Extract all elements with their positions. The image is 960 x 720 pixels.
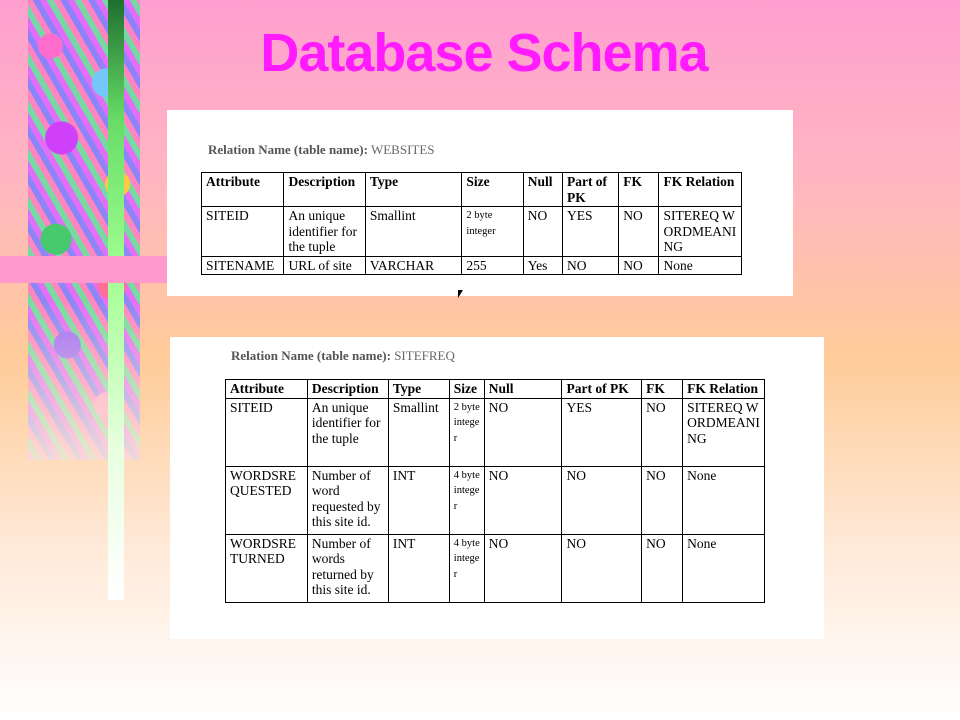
cell-attribute: SITENAME bbox=[202, 256, 284, 275]
slide-title: Database Schema bbox=[260, 23, 708, 83]
table-row bbox=[202, 207, 742, 257]
cell-size: 4 byte integer bbox=[449, 466, 484, 534]
cell-description: Number of word requested by this site id. bbox=[307, 466, 388, 534]
cell-attribute: SITEID bbox=[202, 207, 284, 257]
cell-type: VARCHAR bbox=[365, 256, 462, 275]
sitefreq-schema-table bbox=[225, 379, 765, 603]
cell-fk-relation: SITEREQ WORDMEANING bbox=[659, 207, 742, 257]
header-fk-relation: FK Relation bbox=[683, 380, 765, 399]
cell-type: INT bbox=[388, 534, 449, 602]
header-type: Type bbox=[388, 380, 449, 399]
header-fk: FK bbox=[619, 173, 659, 207]
header-description: Description bbox=[284, 173, 365, 207]
cell-part-of-pk: NO bbox=[562, 534, 642, 602]
cell-part-of-pk: YES bbox=[562, 398, 642, 466]
cell-null: NO bbox=[484, 534, 562, 602]
websites-table-panel bbox=[167, 110, 793, 296]
cell-size: 2 byte integer bbox=[449, 398, 484, 466]
header-attribute: Attribute bbox=[226, 380, 308, 399]
cell-fk: NO bbox=[642, 398, 683, 466]
sitefreq-table-panel bbox=[170, 337, 824, 639]
mouse-cursor-icon bbox=[458, 290, 463, 298]
decorative-pink-bar bbox=[0, 256, 167, 283]
cell-fk-relation: SITEREQ WORDMEANING bbox=[683, 398, 765, 466]
cell-attribute: SITEID bbox=[226, 398, 308, 466]
cell-attribute: WORDSREQUESTED bbox=[226, 466, 308, 534]
table-row bbox=[202, 256, 742, 275]
cell-null: Yes bbox=[523, 256, 562, 275]
cell-part-of-pk: NO bbox=[562, 466, 642, 534]
relation-name-caption bbox=[208, 142, 435, 158]
cell-fk: NO bbox=[619, 207, 659, 257]
table-row bbox=[226, 466, 765, 534]
cell-null: NO bbox=[523, 207, 562, 257]
relation-name-value: WEBSITES bbox=[370, 142, 435, 157]
cell-size: 4 byte integer bbox=[449, 534, 484, 602]
header-attribute: Attribute bbox=[202, 173, 284, 207]
cell-null: NO bbox=[484, 398, 562, 466]
cell-description: An unique identifier for the tuple bbox=[284, 207, 365, 257]
cell-type: INT bbox=[388, 466, 449, 534]
cell-null: NO bbox=[484, 466, 562, 534]
cell-description: URL of site bbox=[284, 256, 365, 275]
cell-fk: NO bbox=[642, 466, 683, 534]
cell-fk-relation: None bbox=[683, 466, 765, 534]
header-description: Description bbox=[307, 380, 388, 399]
table-header-row bbox=[202, 173, 742, 207]
header-null: Null bbox=[484, 380, 562, 399]
table-row bbox=[226, 398, 765, 466]
relation-name-label: Relation Name (table name): bbox=[231, 348, 391, 363]
cell-size: 2 byte integer bbox=[462, 207, 523, 257]
header-part-of-pk: Part of PK bbox=[562, 173, 618, 207]
relation-name-label: Relation Name (table name): bbox=[208, 142, 368, 157]
relation-name-caption bbox=[231, 348, 455, 364]
header-null: Null bbox=[523, 173, 562, 207]
header-size: Size bbox=[449, 380, 484, 399]
cell-type: Smallint bbox=[388, 398, 449, 466]
header-type: Type bbox=[365, 173, 462, 207]
cell-attribute: WORDSRETURNED bbox=[226, 534, 308, 602]
cell-fk-relation: None bbox=[683, 534, 765, 602]
table-header-row bbox=[226, 380, 765, 399]
cell-fk: NO bbox=[619, 256, 659, 275]
cell-part-of-pk: YES bbox=[562, 207, 618, 257]
cell-fk-relation: None bbox=[659, 256, 742, 275]
header-part-of-pk: Part of PK bbox=[562, 380, 642, 399]
cell-size: 255 bbox=[462, 256, 523, 275]
decorative-green-bar bbox=[108, 0, 124, 600]
relation-name-value: SITEFREQ bbox=[394, 348, 455, 363]
cell-type: Smallint bbox=[365, 207, 462, 257]
websites-schema-table bbox=[201, 172, 742, 275]
cell-part-of-pk: NO bbox=[562, 256, 618, 275]
table-row bbox=[226, 534, 765, 602]
cell-description: Number of words returned by this site id. bbox=[307, 534, 388, 602]
header-fk-relation: FK Relation bbox=[659, 173, 742, 207]
header-fk: FK bbox=[642, 380, 683, 399]
header-size: Size bbox=[462, 173, 523, 207]
cell-description: An unique identifier for the tuple bbox=[307, 398, 388, 466]
cell-fk: NO bbox=[642, 534, 683, 602]
